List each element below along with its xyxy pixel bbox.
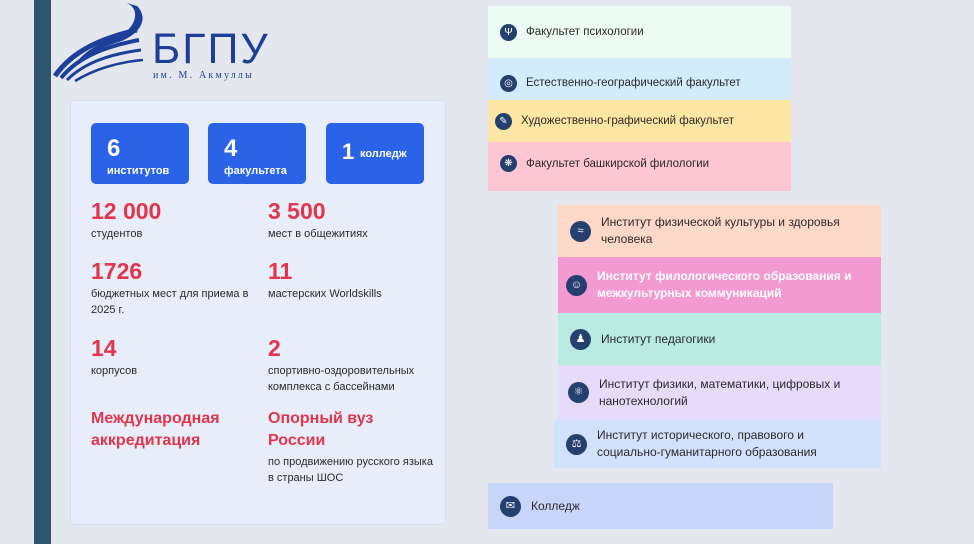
faculty-geography[interactable] <box>488 58 791 100</box>
highlight-title: Опорный вуз России <box>268 410 374 449</box>
institute-label: Институт исторического, правового и социально-гуманитарного образования <box>597 428 817 459</box>
globe-icon: ◎ <box>500 75 517 92</box>
institute-physics-math[interactable] <box>558 365 881 420</box>
college-item[interactable] <box>488 483 833 529</box>
tile-college-label: колледж <box>360 148 407 160</box>
tile-faculties <box>208 123 306 184</box>
stat-label: студентов <box>91 228 143 241</box>
logo-title: БГПУ <box>152 25 270 73</box>
faculty-label: Факультет психологии <box>526 26 644 38</box>
highlight-label: по продвижению русского языка в страны ШОС <box>268 456 433 484</box>
stat-students <box>91 199 261 242</box>
institute-label: Институт педагогики <box>601 331 716 346</box>
tile-college <box>326 123 424 184</box>
stat-label: спортивно-оздоровительных комплекса с бассейнами <box>268 365 415 394</box>
stat-value: 12 000 <box>91 198 162 224</box>
institute-history-law[interactable] <box>554 420 881 468</box>
scales-icon: ⚖ <box>566 434 587 455</box>
stat-buildings <box>91 336 261 379</box>
stat-label: мест в общежитиях <box>268 228 368 241</box>
atom-icon: ⚛ <box>568 382 589 403</box>
tile-faculties-value: 4 <box>224 135 238 162</box>
stat-value: 2 <box>268 335 281 361</box>
tile-institutes-value: 6 <box>107 135 121 162</box>
institute-philology[interactable] <box>558 257 881 313</box>
stat-dorm <box>268 199 438 242</box>
faculty-psychology[interactable] <box>488 6 791 58</box>
institute-label: Институт физической культуры и здоровья человека <box>601 215 840 246</box>
tile-institutes-label: институтов <box>107 165 170 177</box>
graduation-icon: ✉ <box>500 496 521 517</box>
faculty-label: Художественно-графический факультет <box>521 115 734 127</box>
tile-faculties-label: факультета <box>224 165 287 177</box>
palette-icon: ✎ <box>495 113 512 130</box>
stat-worldskills <box>268 259 438 302</box>
logo-subtitle: им. М. Акмуллы <box>153 70 255 81</box>
swim-icon: ≈ <box>570 221 591 242</box>
stat-label: мастерских Worldskills <box>268 288 382 301</box>
college-label: Колледж <box>531 498 580 513</box>
highlight-title: Международная аккредитация <box>91 410 220 449</box>
highlight-accreditation <box>91 408 241 452</box>
faculty-label: Естественно-географический факультет <box>526 77 741 89</box>
psi-icon: Ψ <box>500 24 517 41</box>
stat-sport <box>268 336 438 395</box>
side-accent-bar <box>34 0 51 544</box>
stat-budget <box>91 259 251 318</box>
faculty-bashkir-philology[interactable] <box>488 142 791 191</box>
teacher-icon: ♟ <box>570 329 591 350</box>
stat-value: 3 500 <box>268 198 326 224</box>
faculty-label: Факультет башкирской филологии <box>526 157 710 170</box>
tile-institutes <box>91 123 189 184</box>
stat-value: 1726 <box>91 258 143 284</box>
stat-value: 14 <box>91 335 117 361</box>
stat-value: 11 <box>268 258 293 284</box>
institute-label: Институт физики, математики, цифровых и нанотехнологий <box>599 376 841 408</box>
wave-logo-icon <box>53 0 153 84</box>
university-logo <box>53 0 283 84</box>
stats-card <box>70 100 446 525</box>
book-icon: ❋ <box>500 155 517 172</box>
institute-physical-culture[interactable] <box>558 205 881 257</box>
highlight-support-university <box>268 408 433 486</box>
institute-pedagogy[interactable] <box>558 313 881 365</box>
globe-people-icon: ☺ <box>566 275 587 296</box>
faculty-art[interactable] <box>488 100 791 142</box>
institute-label: Институт филологического образования и межкультурных коммуникаций <box>597 269 852 300</box>
stat-label: корпусов <box>91 365 138 378</box>
tile-college-value: 1 <box>342 139 355 164</box>
stat-label: бюджетных мест для приема в 2025 г. <box>91 288 249 317</box>
